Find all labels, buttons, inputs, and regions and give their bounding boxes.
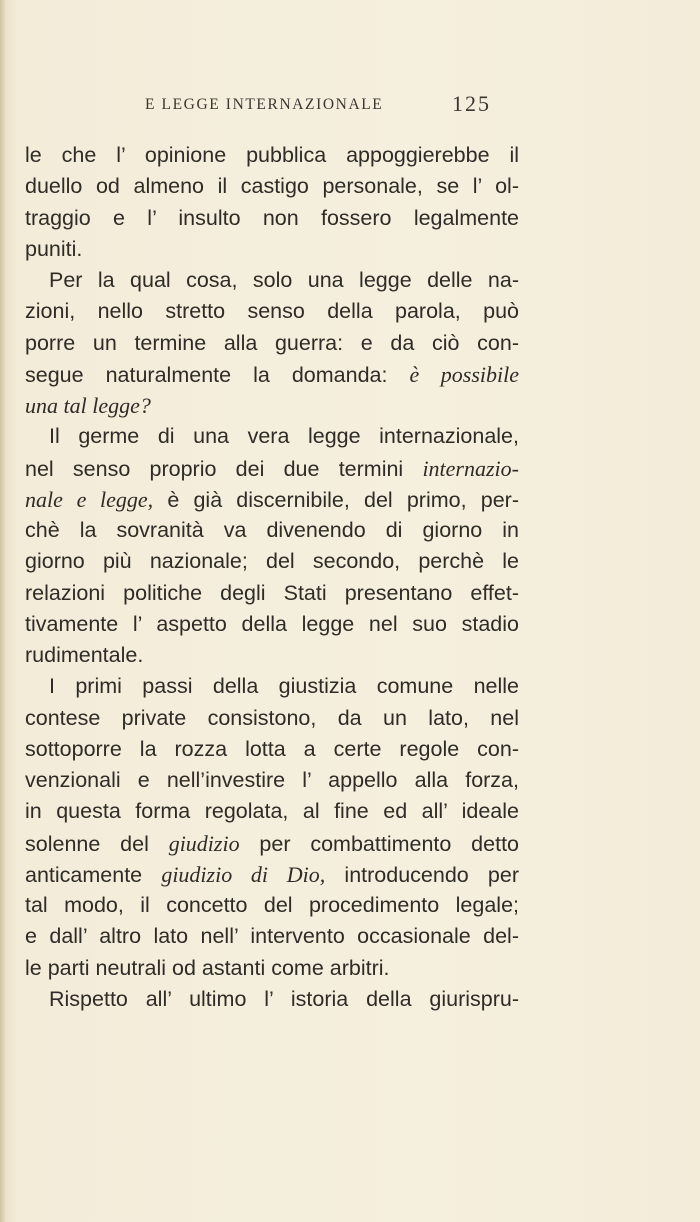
line-text: duello od almeno il castigo personale, se l’ ol- xyxy=(25,174,519,199)
text-line xyxy=(25,828,519,859)
text-line xyxy=(25,171,519,202)
italic-text: internazio- xyxy=(422,455,519,481)
line-text: è già discernibile, del primo, per- xyxy=(153,487,519,512)
line-text: le parti neutrali od astanti come arbitri. xyxy=(25,955,390,980)
italic-text: giudizio di Dio, xyxy=(161,861,326,887)
line-text: anticamente xyxy=(25,862,162,887)
text-line xyxy=(25,390,519,421)
line-text: Per la qual cosa, solo una legge delle na- xyxy=(49,268,519,292)
line-text: tal modo, il concetto del procedimento legale; xyxy=(25,893,519,917)
text-line xyxy=(25,796,519,827)
text-line xyxy=(25,421,519,452)
text-line xyxy=(25,890,519,921)
text-line xyxy=(25,953,519,984)
line-text: e dall’ altro lato nell’ intervento occasionale del- xyxy=(25,924,519,949)
running-title: E LEGGE INTERNAZIONALE xyxy=(145,96,384,113)
text-line xyxy=(25,734,519,765)
text-line xyxy=(25,296,519,327)
text-line xyxy=(25,921,519,952)
text-line xyxy=(25,328,519,359)
running-head xyxy=(0,91,700,120)
text-line xyxy=(25,984,519,1015)
line-text: introducendo per xyxy=(325,862,520,887)
line-text: le che l’ opinione pubblica appoggierebbe il xyxy=(25,143,519,167)
text-line xyxy=(25,546,519,577)
body-text xyxy=(25,140,519,1015)
page-number: 125 xyxy=(452,91,491,116)
italic-text: è possibile xyxy=(409,361,519,387)
line-text: venzionali e nell’investire l’ appello alla forza, xyxy=(25,768,519,792)
text-line xyxy=(25,703,519,734)
line-text: relazioni politiche degli Stati presentano effet- xyxy=(25,580,519,605)
line-text: nel senso proprio dei due termini xyxy=(25,456,423,481)
text-line xyxy=(25,234,519,265)
italic-text: una tal legge? xyxy=(25,393,151,418)
line-text: giorno più nazionale; del secondo, perchè le xyxy=(25,549,519,574)
line-text: tivamente l’ aspetto della legge nel suo stadio xyxy=(25,611,519,636)
italic-text: giudizio xyxy=(168,830,240,856)
text-line xyxy=(25,140,519,171)
text-line xyxy=(25,640,519,671)
text-line xyxy=(25,453,519,484)
text-line xyxy=(25,359,519,390)
text-line xyxy=(25,265,519,296)
binding-shadow xyxy=(0,0,6,1222)
line-text: Il germe di una vera legge internazionale, xyxy=(49,424,519,449)
line-text: chè la sovranità va divenendo di giorno in xyxy=(25,518,519,542)
line-text: porre un termine alla guerra: e da ciò con- xyxy=(25,330,519,355)
text-line xyxy=(25,203,519,234)
text-line xyxy=(25,671,519,702)
line-text: per combattimento detto xyxy=(239,831,520,856)
text-line xyxy=(25,765,519,796)
line-text: I primi passi della giustizia comune nelle xyxy=(49,674,519,699)
line-text: solenne del xyxy=(25,831,169,856)
text-line xyxy=(25,515,519,546)
text-line xyxy=(25,859,519,890)
text-line xyxy=(25,609,519,640)
line-text: in questa forma regolata, al fine ed all’ ideale xyxy=(25,799,519,824)
line-text: sottoporre la rozza lotta a certe regole con- xyxy=(25,736,519,761)
line-text: puniti. xyxy=(25,236,83,261)
line-text: segue naturalmente la domanda: xyxy=(25,362,410,387)
line-text: rudimentale. xyxy=(25,643,144,667)
line-text: contese private consistono, da un lato, nel xyxy=(25,705,519,730)
line-text: Rispetto all’ ultimo l’ istoria della giurispru- xyxy=(49,986,519,1011)
italic-text: nale e legge, xyxy=(25,486,154,512)
line-text: zioni, nello stretto senso della parola, può xyxy=(25,299,519,324)
line-text: traggio e l’ insulto non fossero legalmente xyxy=(25,205,519,230)
text-line xyxy=(25,484,519,515)
text-line xyxy=(25,578,519,609)
